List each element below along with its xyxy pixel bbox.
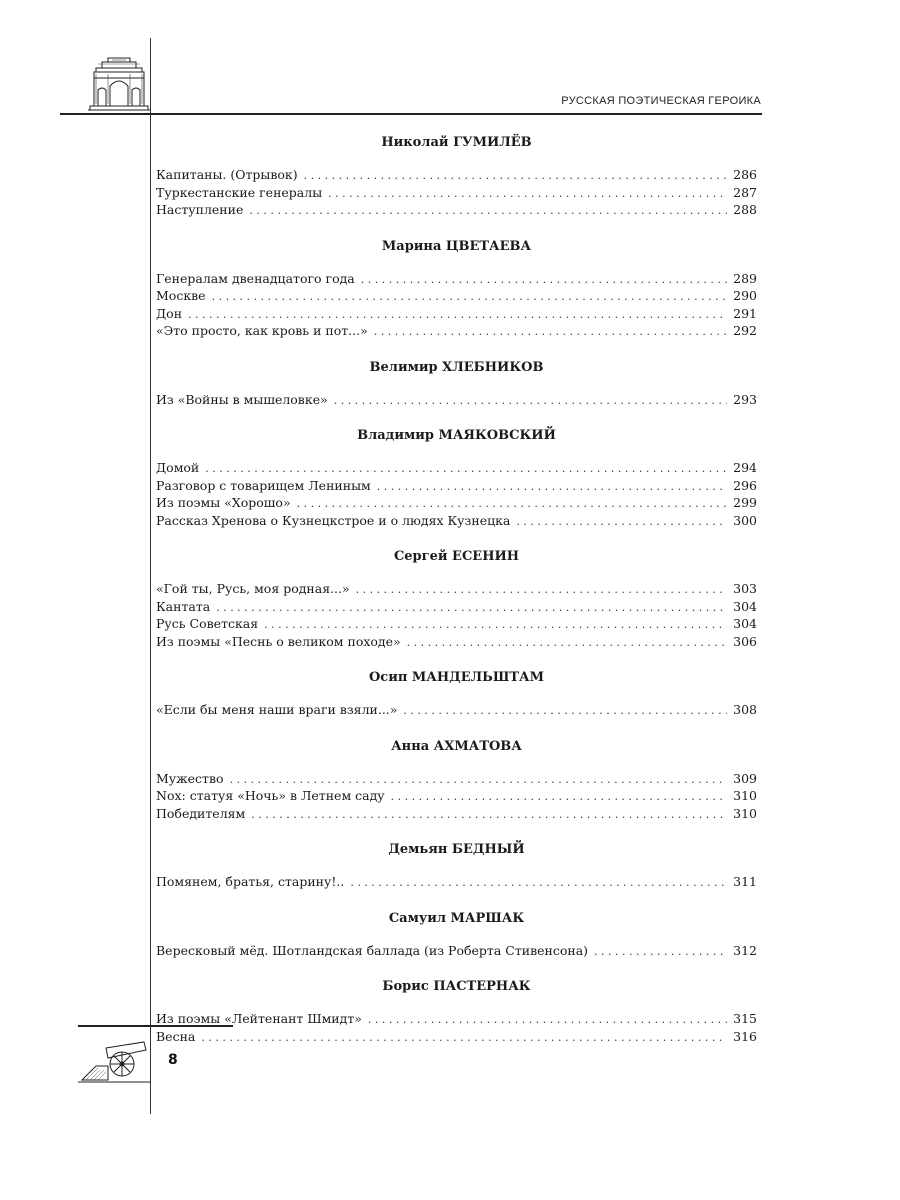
toc-entry [156,391,757,409]
entry-page: 300 [733,512,757,528]
dot-leader [230,771,728,789]
entry-page: 312 [733,942,757,958]
dot-leader [264,616,727,634]
entry-title: Туркестанские генералы [156,184,323,200]
toc-section [156,427,757,529]
entry-title: Вересковый мёд. Шотландская баллада (из Роберта Стивенсона) [156,942,589,958]
entry-page: 310 [733,788,757,803]
entry-page: 303 [733,581,757,596]
dot-leader [516,513,727,531]
author-heading: Велимир ХЛЕБНИКОВ [369,359,544,375]
toc-section [156,238,757,340]
toc-section [156,910,757,960]
header-rule [60,113,762,115]
toc-entry [156,201,757,219]
toc-entry [156,701,757,719]
entry-title: «Гой ты, Русь, моя родная...» [156,581,350,596]
entry-title: Победителям [156,805,246,821]
author-heading: Осип МАНДЕЛЬШТАМ [368,670,544,685]
entry-title: Из поэмы «Лейтенант Шмидт» [156,1011,362,1026]
entry-page: 293 [733,391,757,407]
author-heading: Марина ЦВЕТАЕВА [381,238,532,254]
entry-page: 294 [733,460,757,475]
entry-title: «Если бы меня наши враги взяли...» [156,702,398,717]
entry-page: 292 [733,323,757,338]
dot-leader [407,634,727,652]
toc-entry [156,1028,757,1046]
toc-section [156,548,757,650]
dot-leader [216,599,727,617]
dot-leader [334,392,727,410]
entry-title: Домой [156,460,200,475]
toc-entry [156,770,757,788]
entry-title: Наступление [156,202,244,217]
entry-page: 306 [733,633,757,649]
entry-page: 304 [733,598,757,614]
entry-page: 288 [733,202,757,217]
page-number: 8 [168,1052,178,1068]
toc-entry [156,942,757,960]
entry-title: Разговор с товарищем Лениным [156,477,371,493]
entry-page: 315 [733,1011,757,1026]
entry-page: 291 [733,305,757,321]
dot-leader [377,478,727,496]
entry-title: Дон [156,305,183,321]
toc-entry [156,305,757,323]
dot-leader [361,271,727,289]
entry-title: Весна [156,1028,196,1044]
dot-leader [391,788,727,806]
dot-leader [304,167,728,185]
table-of-contents [156,134,757,1045]
entry-page: 308 [733,702,757,717]
toc-entry [156,873,757,891]
author-heading: Владимир МАЯКОВСКИЙ [357,428,556,443]
toc-entry [156,633,757,651]
dot-leader [328,185,727,203]
entry-title: Русь Советская [156,616,259,631]
toc-entry [156,184,757,202]
dot-leader [356,581,727,599]
entry-title: Помянем, братья, старину!.. [156,874,345,889]
toc-section [156,134,757,219]
dot-leader [350,874,727,892]
dot-leader [249,202,727,220]
entry-title: Кантата [156,598,211,614]
entry-title: Nox: статуя «Ночь» в Летнем саду [156,788,385,803]
triumphal-arch-icon [88,56,150,112]
entry-title: «Это просто, как кровь и пот...» [156,323,368,338]
entry-title: Рассказ Хренова о Кузнецкстрое и о людях Кузнецка [156,512,511,528]
entry-page: 290 [733,288,757,303]
entry-page: 311 [733,874,757,889]
dot-leader [188,306,727,324]
author-heading: Борис ПАСТЕРНАК [382,979,531,994]
toc-entry [156,805,757,823]
toc-entry [156,1010,757,1028]
author-heading: Демьян БЕДНЫЙ [388,842,525,857]
entry-page: 296 [733,477,757,493]
toc-entry [156,494,757,512]
toc-section [156,359,757,409]
toc-entry [156,322,757,340]
dot-leader [201,1029,727,1047]
entry-page: 316 [733,1028,757,1044]
dot-leader [403,702,727,720]
dot-leader [212,288,728,306]
toc-section [156,841,757,891]
dot-leader [368,1011,727,1029]
entry-title: Из «Войны в мышеловке» [156,391,328,407]
entry-page: 310 [733,805,757,821]
toc-section [156,669,757,719]
author-heading: Самуил МАРШАК [388,910,525,926]
toc-entry [156,598,757,616]
author-heading: Сергей ЕСЕНИН [393,549,520,564]
entry-title: Капитаны. (Отрывок) [156,167,298,182]
toc-section [156,738,757,823]
entry-page: 304 [733,616,757,631]
entry-page: 299 [733,495,757,510]
dot-leader [594,943,727,961]
dot-leader [251,806,727,824]
toc-entry [156,787,757,805]
entry-title: Мужество [156,770,224,786]
entry-title: Из поэмы «Хорошо» [156,495,291,510]
entry-title: Из поэмы «Песнь о великом походе» [156,633,401,649]
toc-entry [156,270,757,288]
toc-entry [156,166,757,184]
entry-title: Генералам двенадцатого года [156,270,355,286]
toc-entry [156,512,757,530]
toc-entry [156,287,757,305]
entry-page: 286 [733,167,757,182]
entry-title: Москве [156,288,206,303]
running-header: РУССКАЯ ПОЭТИЧЕСКАЯ ГЕРОИКА [561,95,761,107]
toc-entry [156,615,757,633]
toc-entry [156,459,757,477]
author-heading: Николай ГУМИЛЁВ [381,135,532,150]
dot-leader [374,323,727,341]
dot-leader [205,460,727,478]
toc-section [156,978,757,1045]
entry-page: 287 [733,184,757,200]
author-heading: Анна АХМАТОВА [391,738,522,754]
toc-entry [156,580,757,598]
entry-page: 289 [733,270,757,286]
toc-entry [156,477,757,495]
cannon-icon [78,1036,152,1084]
dot-leader [297,495,728,513]
entry-page: 309 [733,770,757,786]
vertical-rule [150,38,151,1114]
